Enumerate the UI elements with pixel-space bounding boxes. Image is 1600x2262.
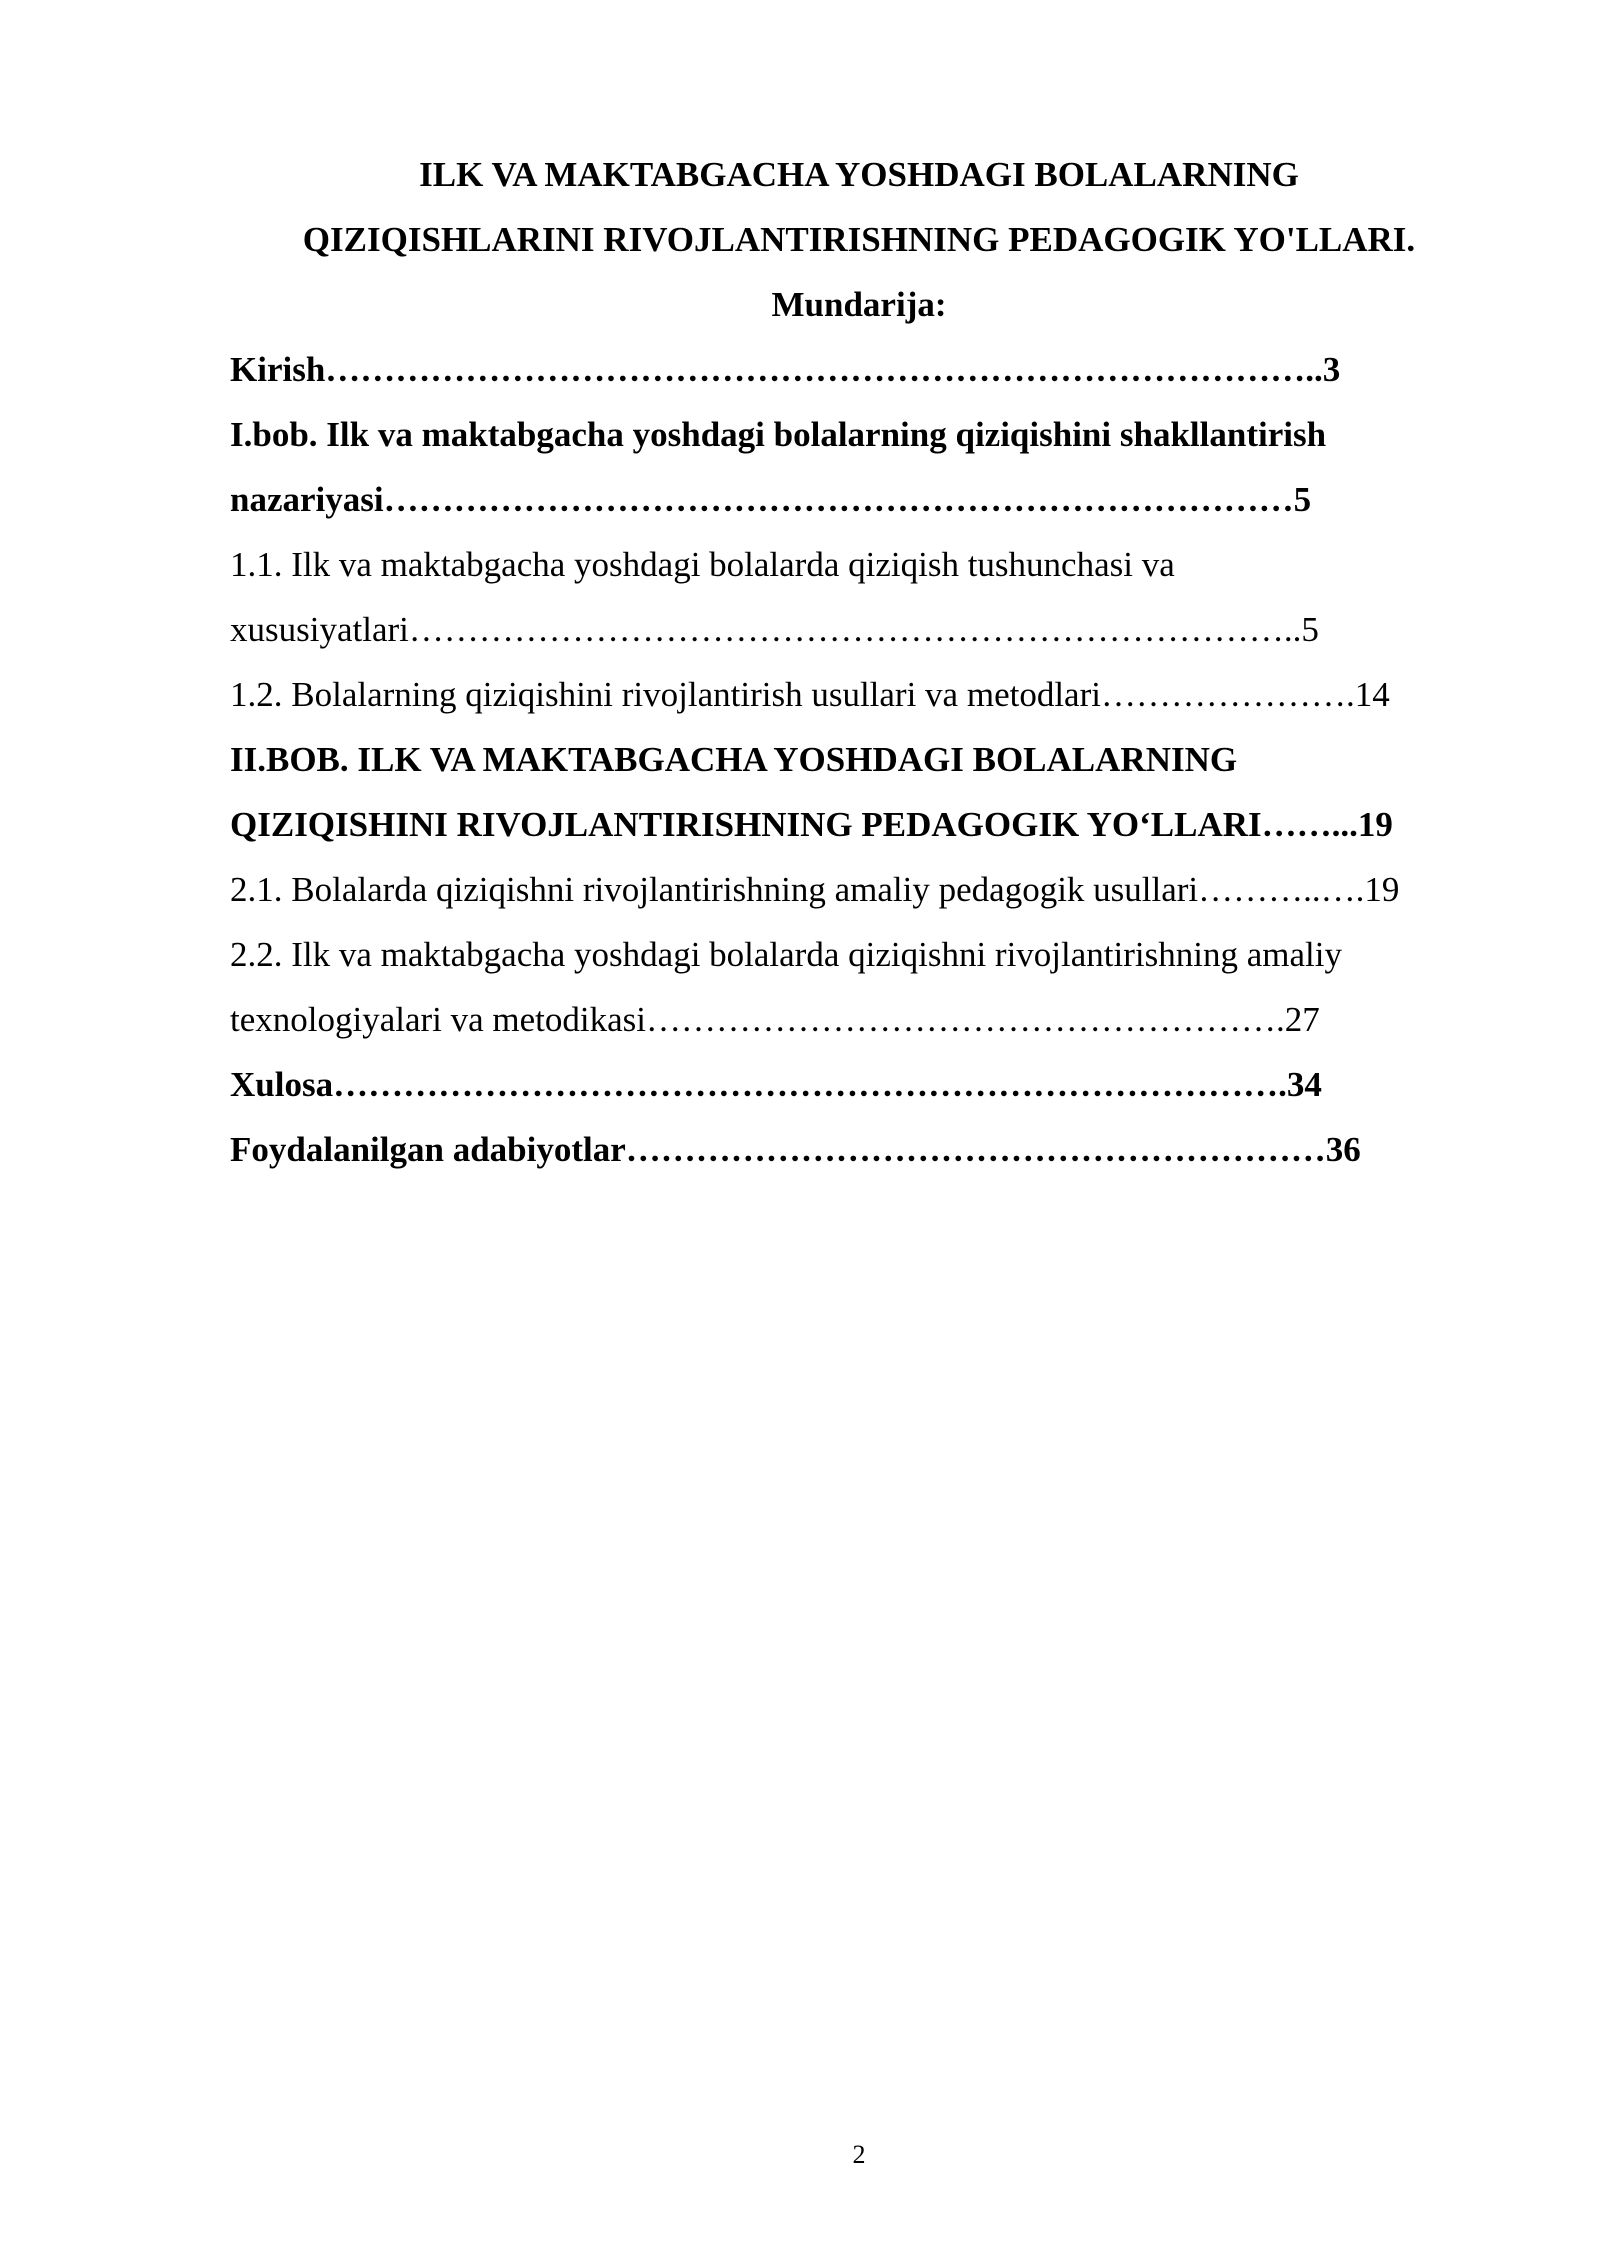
toc-entry-adabiyotlar: Foydalanilgan adabiyotlar……………………………………………………36 [230,1130,1361,1169]
toc-entry-section-2-2-line-2: texnologiyalari va metodikasi……………………………………………….27 [230,1000,1320,1039]
toc-entry-xulosa: Xulosa……………………………………………………………………….34 [230,1065,1322,1104]
toc-entry-section-1-2: 1.2. Bolalarning qiziqishini rivojlantirish usullari va metodlari………………….14 [230,675,1390,714]
toc-entry-section-2-2-line-1: 2.2. Ilk va maktabgacha yoshdagi bolalarda qiziqishni rivojlantirishning amaliy [230,935,1342,974]
toc-heading: Mundarija: [771,285,947,324]
toc-entry-chapter-1-line-2: nazariyasi……………………………………………………………………5 [230,480,1312,519]
page-number: 2 [852,2140,866,2169]
toc-entry-chapter-2-line-2: QIZIQISHINI RIVOJLANTIRISHNING PEDAGOGIK YO‘LLARI……...19 [230,805,1393,844]
toc-entry-section-2-1: 2.1. Bolalarda qiziqishni rivojlantirishning amaliy pedagogik usullari………..….19 [230,870,1400,909]
toc-entry-chapter-2-line-1: II.BOB. ILK VA MAKTABGACHA YOSHDAGI BOLALARNING [230,740,1238,779]
toc-entry-chapter-1-line-1: I.bob. Ilk va maktabgacha yoshdagi bolalarning qiziqishini shakllantirish [230,415,1327,454]
toc-entry-kirish: Kirish…………………………………………………………………………..3 [230,350,1341,389]
document-title-line-1: ILK VA MAKTABGACHA YOSHDAGI BOLALARNING [419,155,1299,194]
toc-entry-section-1-1-line-2: xususiyatlari…………………………………………………………………..5 [230,610,1319,649]
toc-entry-section-1-1-line-1: 1.1. Ilk va maktabgacha yoshdagi bolalarda qiziqish tushunchasi va [230,545,1175,584]
document-title-line-2: QIZIQISHLARINI RIVOJLANTIRISHNING PEDAGOGIK YO'LLARI. [302,220,1416,259]
